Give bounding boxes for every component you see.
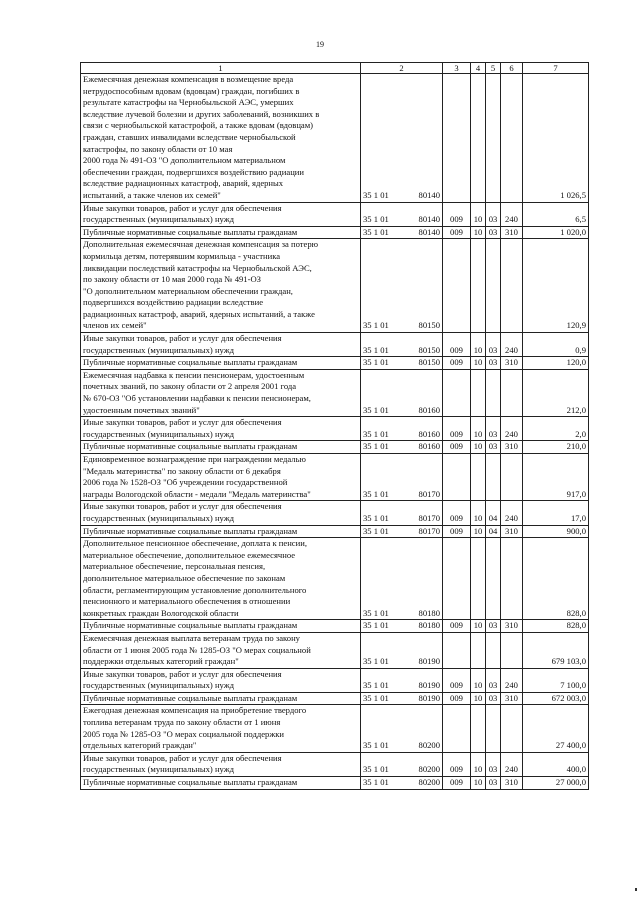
row-description: Дополнительная ежемесячная денежная компенсация за потерю кормильца детям, потерявшим кормильца - участника ликвидации последствий катастрофы на Чернобыльской АЭС, по закону области от 10 мая 2000 года № 491-ОЗ "О дополнительном материальном обеспечении граждан, подвергшихся воздействию радиации вследствие радиационных катастроф, аварий, ядерных испытаний, а также членов их семей" [81, 239, 361, 333]
row-subsection-code: 03 [486, 620, 501, 633]
direction-code: 80180 [418, 620, 440, 631]
row-subsection-code: 03 [486, 202, 501, 226]
row-ministry-code: 009 [443, 202, 471, 226]
row-ministry-code [443, 239, 471, 333]
row-target-code [361, 705, 443, 752]
direction-code: 80150 [418, 320, 440, 331]
direction-code: 80150 [418, 344, 440, 355]
row-description: Публичные нормативные социальные выплаты гражданам [81, 692, 361, 705]
row-section-code: 10 [471, 692, 486, 705]
row-subsection-code: 04 [486, 525, 501, 538]
table-row [81, 454, 589, 501]
row-section-code: 10 [471, 752, 486, 776]
row-expense-type [501, 454, 523, 501]
row-expense-type: 310 [501, 525, 523, 538]
row-section-code: 10 [471, 417, 486, 441]
row-ministry-code [443, 454, 471, 501]
row-target-code [361, 357, 443, 370]
column-header: 6 [501, 63, 523, 74]
direction-code: 80160 [418, 428, 440, 439]
row-amount: 679 103,0 [523, 632, 589, 668]
row-amount: 210,0 [523, 441, 589, 454]
row-amount: 27 400,0 [523, 705, 589, 752]
row-expense-type: 310 [501, 441, 523, 454]
row-description: Публичные нормативные социальные выплаты гражданам [81, 226, 361, 239]
row-amount: 1 020,0 [523, 226, 589, 239]
row-subsection-code [486, 632, 501, 668]
column-header: 2 [361, 63, 443, 74]
row-target-code [361, 538, 443, 620]
row-amount: 1 026,5 [523, 74, 589, 203]
row-amount: 2,0 [523, 417, 589, 441]
table-row [81, 538, 589, 620]
row-ministry-code [443, 705, 471, 752]
row-expense-type [501, 705, 523, 752]
row-subsection-code [486, 705, 501, 752]
column-header: 3 [443, 63, 471, 74]
row-description: Иные закупки товаров, работ и услуг для обеспечения государственных (муниципальных) нужд [81, 501, 361, 525]
row-amount: 400,0 [523, 752, 589, 776]
row-subsection-code: 04 [486, 501, 501, 525]
row-expense-type: 310 [501, 777, 523, 790]
row-ministry-code: 009 [443, 357, 471, 370]
direction-code: 80190 [418, 692, 440, 703]
table-row [81, 668, 589, 692]
column-header: 4 [471, 63, 486, 74]
direction-code: 80200 [418, 764, 440, 775]
row-ministry-code: 009 [443, 525, 471, 538]
row-description: Иные закупки товаров, работ и услуг для обеспечения государственных (муниципальных) нужд [81, 417, 361, 441]
row-subsection-code: 03 [486, 777, 501, 790]
row-target-code [361, 333, 443, 357]
direction-code: 80160 [418, 404, 440, 415]
row-target-code [361, 454, 443, 501]
program-code: 35 1 01 [363, 525, 389, 536]
program-code: 35 1 01 [363, 777, 389, 788]
row-target-code [361, 369, 443, 416]
row-subsection-code: 03 [486, 357, 501, 370]
row-section-code [471, 369, 486, 416]
row-section-code: 10 [471, 620, 486, 633]
row-section-code [471, 454, 486, 501]
row-subsection-code [486, 239, 501, 333]
table-header-row [81, 63, 589, 74]
table-row [81, 74, 589, 203]
direction-code: 80190 [418, 656, 440, 667]
table-row [81, 777, 589, 790]
row-amount: 828,0 [523, 538, 589, 620]
row-target-code [361, 777, 443, 790]
program-code: 35 1 01 [363, 189, 389, 200]
row-ministry-code: 009 [443, 417, 471, 441]
row-ministry-code: 009 [443, 501, 471, 525]
row-expense-type [501, 74, 523, 203]
row-subsection-code: 03 [486, 752, 501, 776]
row-section-code: 10 [471, 226, 486, 239]
program-code: 35 1 01 [363, 740, 389, 751]
row-description: Публичные нормативные социальные выплаты гражданам [81, 620, 361, 633]
row-target-code [361, 417, 443, 441]
direction-code: 80140 [418, 214, 440, 225]
table-row [81, 620, 589, 633]
row-target-code [361, 668, 443, 692]
row-subsection-code: 03 [486, 226, 501, 239]
program-code: 35 1 01 [363, 488, 389, 499]
column-header: 1 [81, 63, 361, 74]
direction-code: 80170 [418, 525, 440, 536]
row-section-code: 10 [471, 333, 486, 357]
table-row [81, 525, 589, 538]
row-description: Ежемесячная надбавка к пенсии пенсионерам, удостоенным почетных званий, по закону области от 2 апреля 2001 года № 670-ОЗ "Об установлении надбавки к пенсии пенсионерам, удостоенным почетных званий" [81, 369, 361, 416]
table-row [81, 369, 589, 416]
column-header: 5 [486, 63, 501, 74]
row-expense-type: 310 [501, 226, 523, 239]
row-section-code: 10 [471, 525, 486, 538]
table-row [81, 501, 589, 525]
row-subsection-code: 03 [486, 692, 501, 705]
row-subsection-code: 03 [486, 417, 501, 441]
row-ministry-code: 009 [443, 692, 471, 705]
row-subsection-code: 03 [486, 333, 501, 357]
program-code: 35 1 01 [363, 214, 389, 225]
row-description: Публичные нормативные социальные выплаты гражданам [81, 777, 361, 790]
row-section-code: 10 [471, 777, 486, 790]
table-row [81, 752, 589, 776]
row-subsection-code [486, 74, 501, 203]
row-description: Единовременное вознаграждение при награждении медалью "Медаль материнства" по закону области от 6 декабря 2006 года № 1528-ОЗ "Об учреждении государственной награды Вологодской области - медали "Медаль материнства" [81, 454, 361, 501]
row-ministry-code [443, 74, 471, 203]
row-expense-type: 240 [501, 333, 523, 357]
row-amount: 900,0 [523, 525, 589, 538]
table-row [81, 632, 589, 668]
program-code: 35 1 01 [363, 656, 389, 667]
program-code: 35 1 01 [363, 512, 389, 523]
row-expense-type: 240 [501, 417, 523, 441]
row-amount: 17,0 [523, 501, 589, 525]
row-ministry-code: 009 [443, 441, 471, 454]
row-expense-type [501, 369, 523, 416]
table-row [81, 417, 589, 441]
row-amount: 120,9 [523, 239, 589, 333]
row-ministry-code: 009 [443, 777, 471, 790]
row-expense-type: 240 [501, 202, 523, 226]
row-target-code [361, 441, 443, 454]
table-row [81, 333, 589, 357]
row-target-code [361, 226, 443, 239]
row-subsection-code [486, 454, 501, 501]
program-code: 35 1 01 [363, 441, 389, 452]
row-section-code [471, 74, 486, 203]
row-section-code [471, 705, 486, 752]
row-amount: 917,0 [523, 454, 589, 501]
row-ministry-code: 009 [443, 226, 471, 239]
direction-code: 80160 [418, 441, 440, 452]
row-ministry-code [443, 538, 471, 620]
direction-code: 80170 [418, 488, 440, 499]
row-amount: 0,9 [523, 333, 589, 357]
row-section-code: 10 [471, 441, 486, 454]
direction-code: 80150 [418, 357, 440, 368]
row-section-code: 10 [471, 501, 486, 525]
direction-code: 80140 [418, 226, 440, 237]
direction-code: 80190 [418, 680, 440, 691]
program-code: 35 1 01 [363, 344, 389, 355]
row-amount: 212,0 [523, 369, 589, 416]
row-subsection-code: 03 [486, 441, 501, 454]
program-code: 35 1 01 [363, 226, 389, 237]
row-description: Иные закупки товаров, работ и услуг для обеспечения государственных (муниципальных) нужд [81, 668, 361, 692]
direction-code: 80200 [418, 777, 440, 788]
row-expense-type: 240 [501, 668, 523, 692]
direction-code: 80140 [418, 189, 440, 200]
program-code: 35 1 01 [363, 620, 389, 631]
direction-code: 80170 [418, 512, 440, 523]
row-target-code [361, 239, 443, 333]
row-description: Ежемесячная денежная выплата ветеранам труда по закону области от 1 июня 2005 года № 1285-ОЗ "О мерах социальной поддержки отдельных категорий граждан" [81, 632, 361, 668]
row-target-code [361, 632, 443, 668]
row-expense-type [501, 239, 523, 333]
direction-code: 80200 [418, 740, 440, 751]
row-ministry-code: 009 [443, 333, 471, 357]
row-section-code [471, 632, 486, 668]
row-expense-type: 310 [501, 692, 523, 705]
program-code: 35 1 01 [363, 404, 389, 415]
row-amount: 7 100,0 [523, 668, 589, 692]
row-section-code: 10 [471, 668, 486, 692]
row-target-code [361, 525, 443, 538]
page-number: 19 [316, 40, 324, 49]
table-row [81, 202, 589, 226]
table-row [81, 226, 589, 239]
row-section-code: 10 [471, 202, 486, 226]
direction-code: 80180 [418, 607, 440, 618]
row-description: Иные закупки товаров, работ и услуг для обеспечения государственных (муниципальных) нужд [81, 202, 361, 226]
row-section-code [471, 538, 486, 620]
table-row [81, 357, 589, 370]
row-description: Публичные нормативные социальные выплаты гражданам [81, 441, 361, 454]
row-expense-type: 240 [501, 501, 523, 525]
program-code: 35 1 01 [363, 764, 389, 775]
row-target-code [361, 501, 443, 525]
budget-table [80, 62, 589, 790]
program-code: 35 1 01 [363, 607, 389, 618]
row-subsection-code [486, 369, 501, 416]
row-description: Ежегодная денежная компенсация на приобретение твердого топлива ветеранам труда по закону области от 1 июня 2005 года № 1285-ОЗ "О мерах социальной поддержки отдельных категорий граждан" [81, 705, 361, 752]
row-target-code [361, 692, 443, 705]
row-amount: 828,0 [523, 620, 589, 633]
row-expense-type: 310 [501, 620, 523, 633]
row-ministry-code [443, 369, 471, 416]
program-code: 35 1 01 [363, 428, 389, 439]
program-code: 35 1 01 [363, 320, 389, 331]
row-expense-type: 310 [501, 357, 523, 370]
row-description: Ежемесячная денежная компенсация в возмещение вреда нетрудоспособным вдовам (вдовцам) граждан, погибших в результате катастрофы на Чернобыльской АЭС, умерших вследствие лучевой болезни и других заболеваний, возникших в связи с чернобыльской катастрофой, а также вдовам (вдовцам) граждан, ставших инвалидами вследствие чернобыльской катастрофы, по закону области от 10 мая 2000 года № 491-ОЗ "О дополнительном материальном обеспечении граждан, подвергшихся воздействию радиации вследствие радиационных катастроф, аварий, ядерных испытаний, а также членов их семей" [81, 74, 361, 203]
table-row [81, 239, 589, 333]
row-expense-type [501, 632, 523, 668]
row-target-code [361, 74, 443, 203]
row-description: Иные закупки товаров, работ и услуг для обеспечения государственных (муниципальных) нужд [81, 752, 361, 776]
row-amount: 120,0 [523, 357, 589, 370]
program-code: 35 1 01 [363, 357, 389, 368]
row-description: Иные закупки товаров, работ и услуг для обеспечения государственных (муниципальных) нужд [81, 333, 361, 357]
row-amount: 672 003,0 [523, 692, 589, 705]
margin-mark [635, 888, 637, 891]
column-header: 7 [523, 63, 589, 74]
program-code: 35 1 01 [363, 680, 389, 691]
row-expense-type: 240 [501, 752, 523, 776]
row-amount: 27 000,0 [523, 777, 589, 790]
table-row [81, 705, 589, 752]
row-description: Публичные нормативные социальные выплаты гражданам [81, 525, 361, 538]
row-ministry-code: 009 [443, 620, 471, 633]
row-ministry-code [443, 632, 471, 668]
row-target-code [361, 202, 443, 226]
row-subsection-code: 03 [486, 668, 501, 692]
table-row [81, 692, 589, 705]
row-expense-type [501, 538, 523, 620]
row-amount: 6,5 [523, 202, 589, 226]
table-row [81, 441, 589, 454]
row-ministry-code: 009 [443, 752, 471, 776]
row-description: Публичные нормативные социальные выплаты гражданам [81, 357, 361, 370]
row-target-code [361, 620, 443, 633]
row-ministry-code: 009 [443, 668, 471, 692]
row-subsection-code [486, 538, 501, 620]
row-section-code: 10 [471, 357, 486, 370]
row-target-code [361, 752, 443, 776]
program-code: 35 1 01 [363, 692, 389, 703]
row-description: Дополнительное пенсионное обеспечение, доплата к пенсии, материальное обеспечение, дополнительное ежемесячное материальное обеспечение, персональная пенсия, дополнительное материальное обеспечение по законам области, регламентирующим установление дополнительного пенсионного и материального обеспечения в отношении конкретных граждан Вологодской области [81, 538, 361, 620]
row-section-code [471, 239, 486, 333]
